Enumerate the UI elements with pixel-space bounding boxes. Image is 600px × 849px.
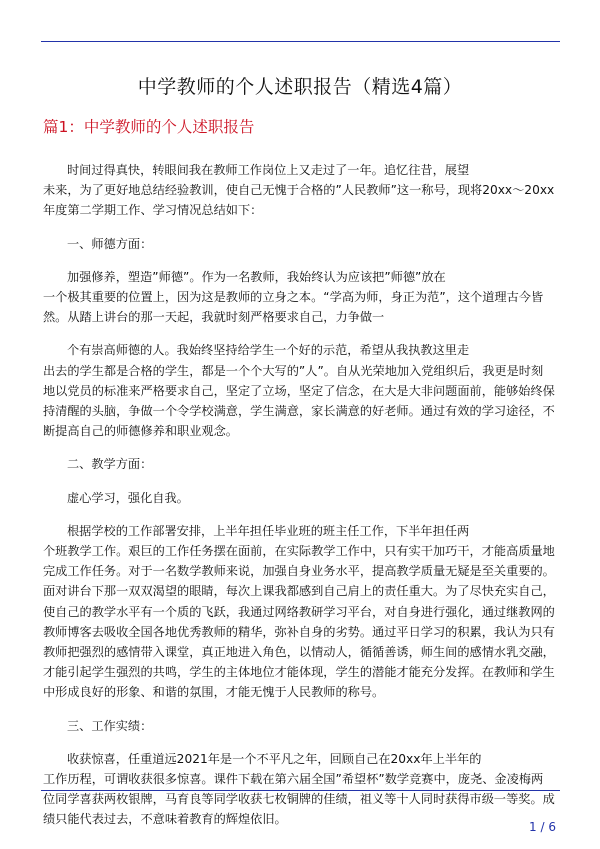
document-title: 中学教师的个人述职报告（精选4篇） (137, 76, 463, 98)
paragraph (43, 488, 559, 508)
text-line: 未来，为了更好地总结经验教训，使自己无愧于合格的”人民教师”这一称号，现将20xx～20xx (43, 183, 555, 198)
text-line: 教师博客去吸收全国各地优秀教师的精华，弥补自身的劣势。通过平日学习的积累，我认为只有 (43, 624, 555, 639)
text-line: 完成工作任务。对于一名数学教师来说，加强自身业务水平，提高教学质量无疑是至关重要的。 (43, 564, 555, 579)
paragraph (43, 521, 559, 703)
paragraph (43, 340, 559, 441)
paragraph (43, 454, 559, 474)
text-line: 收获惊喜，任重道远2021年是一个不平凡之年，回顾自己在20xx年上半年的 (67, 751, 482, 766)
text-line: 虚心学习，强化自我。 (67, 490, 189, 505)
text-line: 一、师德方面： (67, 236, 153, 251)
text-line: 时间过得真快，转眼间我在教师工作岗位上又走过了一年。追忆往昔，展望 (67, 163, 470, 177)
text-line: 个有崇高师德的人。我始终坚持给学生一个好的示范，希望从我执教这里走 (67, 343, 470, 358)
text-line: 绩只能代表过去，不意味着教育的辉煌依旧。 (43, 812, 287, 827)
document-body (43, 160, 559, 843)
paragraph (43, 267, 559, 328)
footer-rule (41, 790, 560, 791)
text-line: 教师把强烈的感情带入课堂，真正地进入角色，以情动人，循循善诱，师生间的感情水乳交融， (43, 645, 555, 660)
text-line: 然。从踏上讲台的那一天起，我就时刻严格要求自己，力争做一 (43, 310, 385, 325)
text-line: 年度第二学期工作、学习情况总结如下： (43, 203, 263, 218)
paragraph (43, 716, 559, 736)
paragraph (43, 234, 559, 254)
text-line: 二、教学方面： (67, 457, 153, 472)
text-line: 面对讲台下那一双双渴望的眼睛，每次上课我都感到自己肩上的责任重大。为了尽快充实自己， (43, 584, 555, 599)
header-rule (41, 41, 560, 42)
text-line: 使自己的教学水平有一个质的飞跃，我通过网络教研学习平台，对自身进行强化，通过继教网的 (43, 604, 555, 619)
page-number: 1 / 6 (529, 820, 556, 834)
text-line: 根据学校的工作部署安排，上半年担任毕业班的班主任工作，下半年担任两 (67, 523, 470, 538)
text-line: 三、工作实绩： (67, 718, 153, 733)
text-line: 工作历程，可谓收获很多惊喜。课件下载在第六届全国”希望杯”数学竞赛中，庞尧、金凌梅两 (43, 772, 544, 787)
text-line: 才能引起学生强烈的共鸣，学生的主体地位才能体现，学生的潜能才能充分发挥。在教师和学生 (43, 665, 555, 680)
text-line: 加强修养，塑造”师德”。作为一名教师，我始终认为应该把”师德”放在 (67, 269, 446, 284)
text-line: 持清醒的头脑，争做一个令学校满意，学生满意，家长满意的好老师。通过有效的学习途径，不 (43, 404, 555, 419)
text-line: 地以党员的标准来严格要求自己，坚定了立场，坚定了信念，在大是大非问题面前，能够始终保 (43, 383, 555, 398)
text-line: 出去的学生都是合格的学生，都是一个个大写的”人”。自从光荣地加入党组织后，我更是时刻 (43, 363, 544, 378)
text-line: 一个极其重要的位置上，因为这是教师的立身之本。“学高为师，身正为范”，这个道理古今皆 (43, 290, 544, 305)
section-heading: 篇1：中学教师的个人述职报告 (43, 118, 255, 136)
paragraph (43, 160, 559, 221)
text-line: 中形成良好的形象、和谐的氛围，才能无愧于人民教师的称号。 (43, 685, 385, 700)
text-line: 位同学喜获两枚银牌，马育良等同学收获七枚铜牌的佳绩，祖义等十人同时获得市级一等奖。成 (43, 792, 555, 807)
text-line: 个班教学工作。艰巨的工作任务摆在面前，在实际教学工作中，只有实干加巧干，才能高质量地 (43, 544, 555, 559)
text-line: 断提高自己的师德修养和职业观念。 (43, 424, 238, 439)
